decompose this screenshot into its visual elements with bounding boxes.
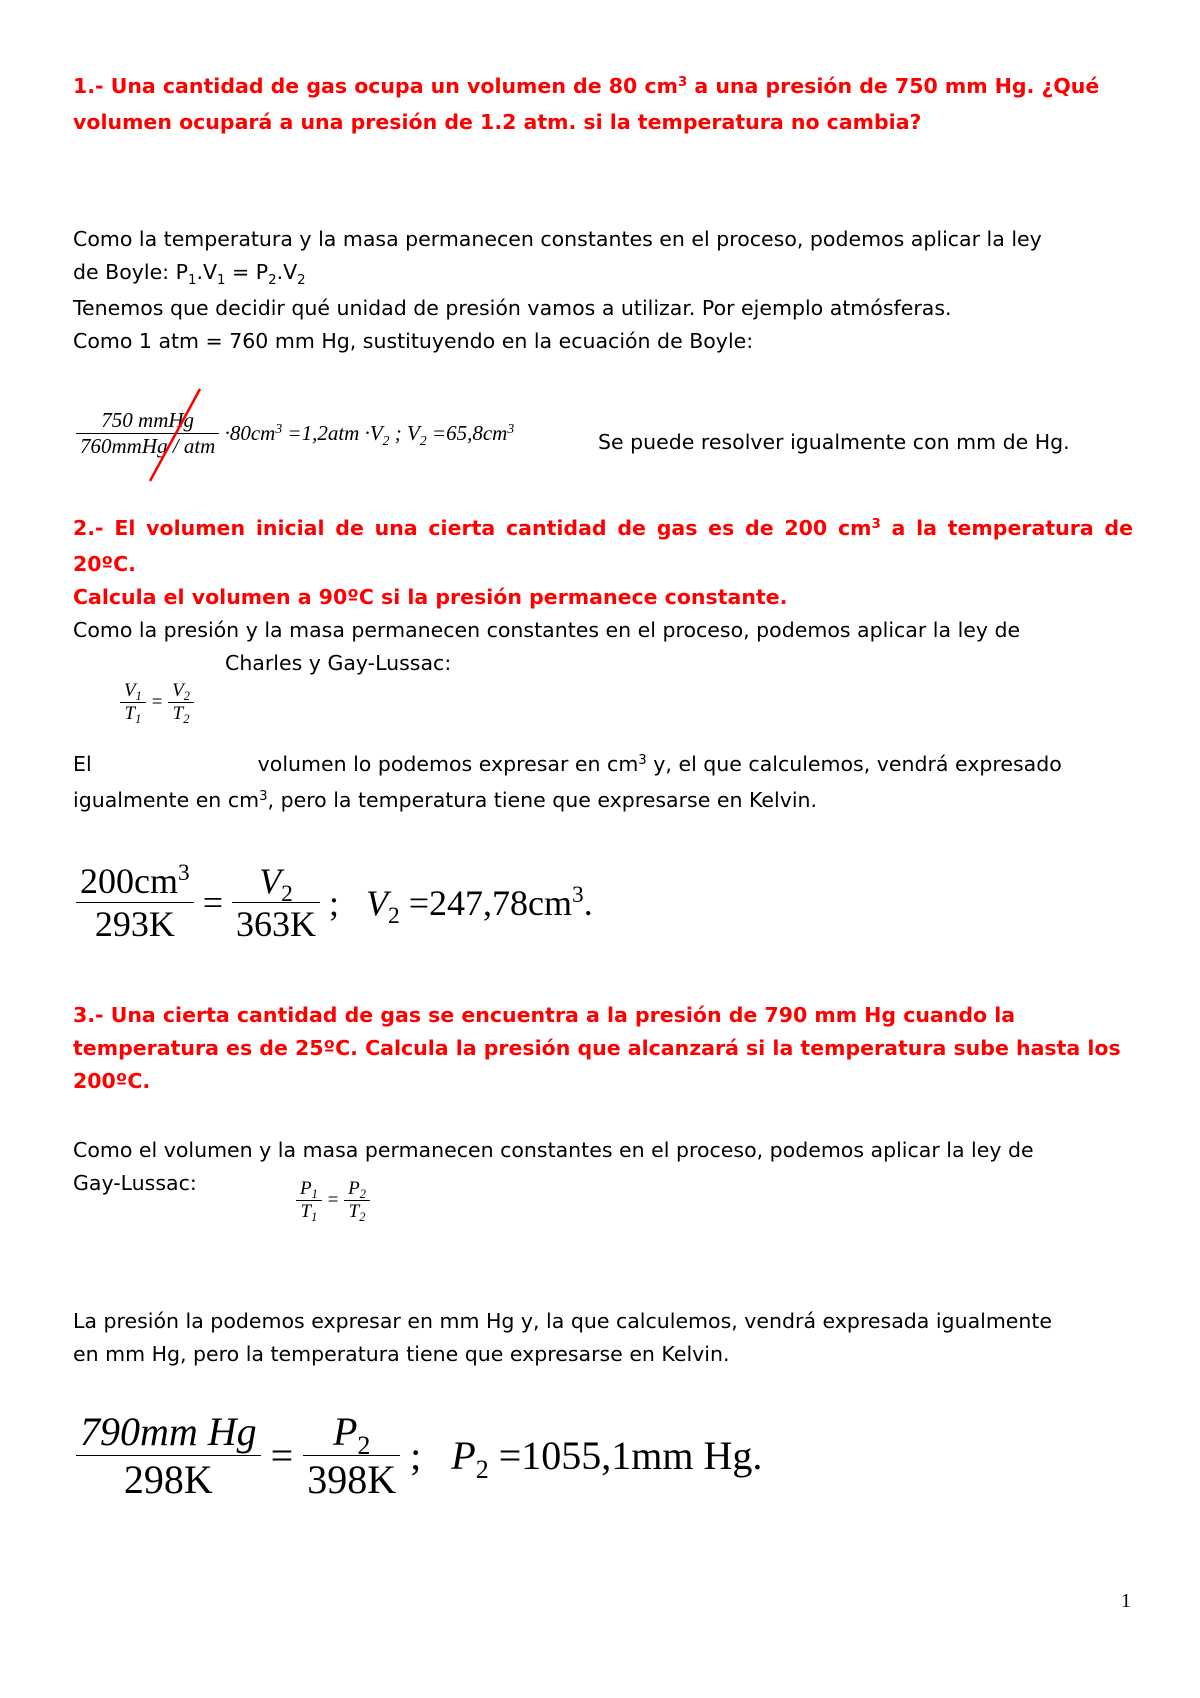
page-number: 1 (1121, 1590, 1131, 1612)
problem-3-explanation: Como el volumen y la masa permanecen constantes en el proceso, podemos aplicar la ley de Gay-Lussac: (73, 1138, 1034, 1195)
gay-lussac-solution: $\frac{\text{790mm Hg}}{298K}$ = $\frac{P_2}{398K}$ ; $P_2 =1055,1mm$ Hg. (76, 1408, 762, 1503)
boyle-equation: $\frac{\text{750 mmHg}}{\text{760mmHg / atm}}$ $\cdot 80cm^3 =1,2atm \cdot V_2$ ; $V_2 =65,8cm^3$ (76, 408, 514, 459)
problem-2-question: 2.- El volumen inicial de una cierta cantidad de gas es de 200 $cm^3$ a la temperatura de 20ºC. Calcula el volumen a 90ºC si la presión permanece constante. (73, 516, 1133, 609)
problem-2-explanation-2: El volumen lo podemos expresar en $cm^3$ y, el que calculemos, vendrá expresado igualmente en $cm^3$, pero la temperatura tiene que expresarse en Kelvin. (73, 752, 1062, 812)
problem-2-explanation: Como la presión y la masa permanecen constantes en el proceso, podemos aplicar la ley de Charles y Gay-Lussac: (73, 618, 1021, 675)
problem-1-explanation: Como la temperatura y la masa permanecen constantes en el proceso, podemos aplicar la ley de Boyle: $P_1.V_1 = P_2.V_2$ Tenemos que decidir qué unidad de presión vamos a utilizar. Por ejemplo atmósferas. Como 1 atm = 760 mm Hg, sustituyendo en la ecuación de Boyle: (73, 227, 1042, 353)
strike-line (140, 385, 210, 485)
problem-1-question: 1.- Una cantidad de gas ocupa un volumen de 80 $cm^3$ a una presión de 750 mm Hg. ¿Qué volumen ocupará a una presión de 1.2 atm. si la temperatura no cambia? (73, 74, 1100, 134)
problem-3-explanation-2: La presión la podemos expresar en mm Hg y, la que calculemos, vendrá expresada igualmente en mm Hg, pero la temperatura tiene que expresarse en Kelvin. (73, 1309, 1053, 1366)
boyle-note: Se puede resolver igualmente con mm de Hg. (598, 430, 1070, 454)
gay-lussac-equation: $\frac{P_1}{T_1}$ = $\frac{P_2}{T_2}$ (296, 1178, 370, 1223)
problem-3-question: 3.- Una cierta cantidad de gas se encuentra a la presión de 790 mm Hg cuando la temperatura es de 25ºC. Calcula la presión que alcanzará si la temperatura sube hasta los 200ºC. (73, 1003, 1121, 1093)
boyle-fraction: $\frac{\text{750 mmHg}}{\text{760mmHg / atm}}$ (76, 408, 219, 459)
charles-equation: $\frac{V_1}{T_1}$ = $\frac{V_2}{T_2}$ (120, 680, 194, 725)
charles-solution: $\frac{200cm^3}{293K}$ = $\frac{V_2}{363K}$ ; $V_2 =247,78cm^3$. (76, 860, 593, 945)
